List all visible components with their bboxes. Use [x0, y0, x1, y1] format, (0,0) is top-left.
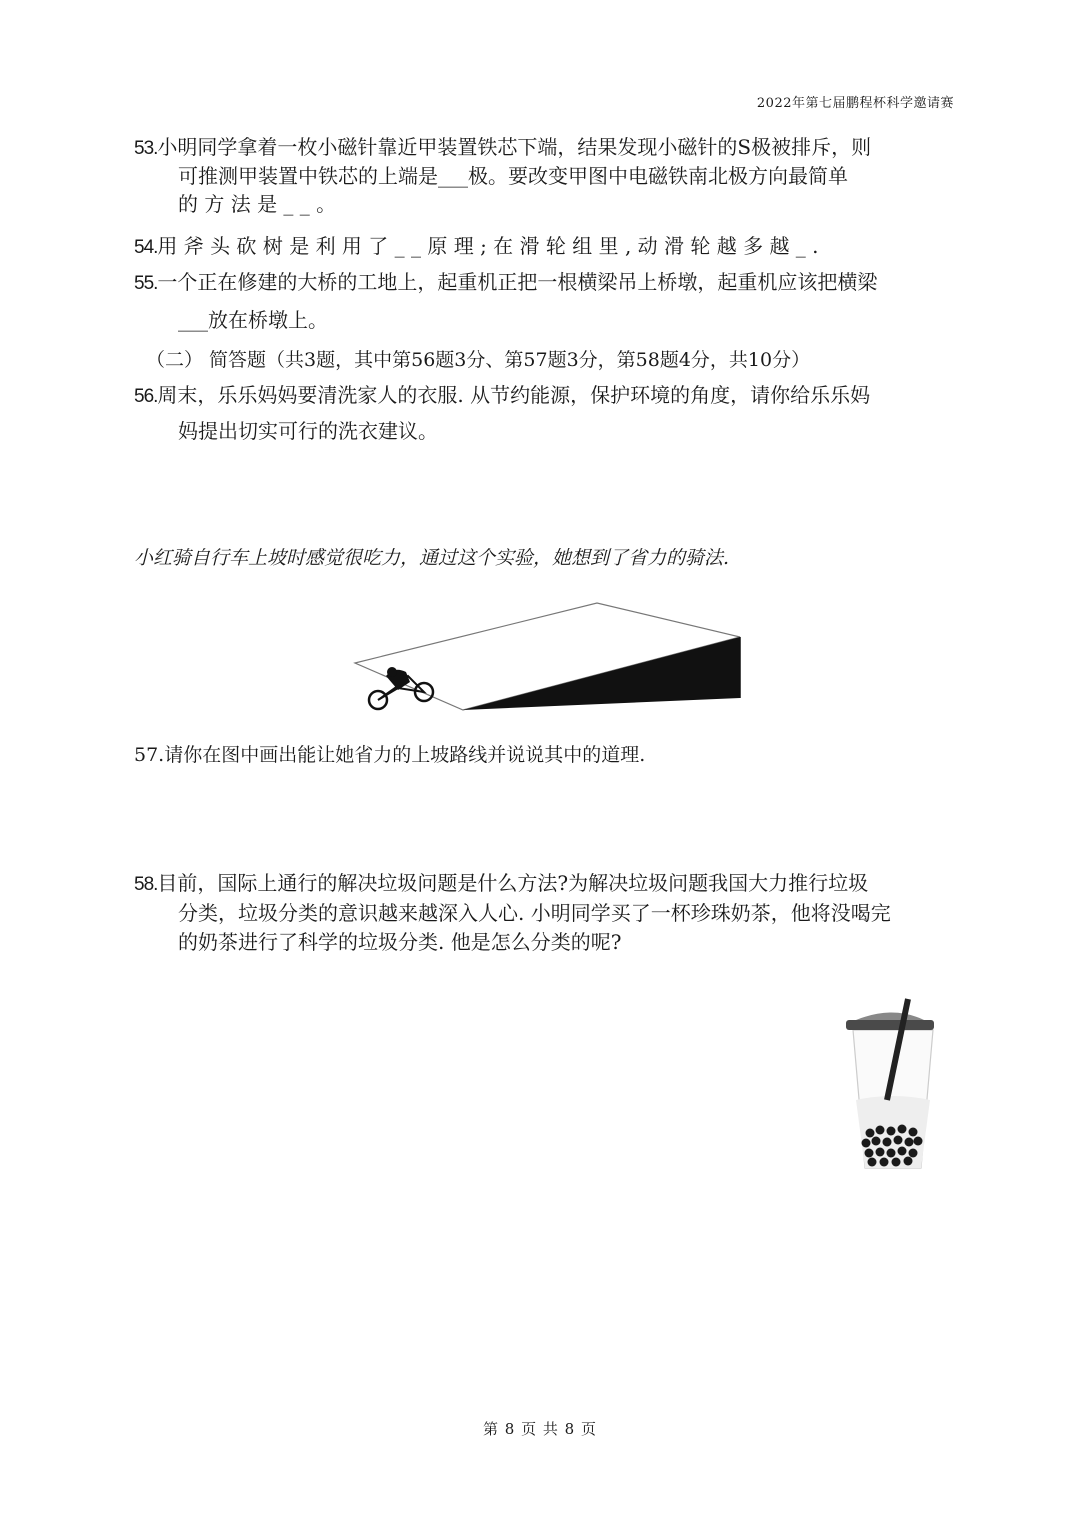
- question-number: 58.: [134, 874, 158, 895]
- question-text: 用 斧 头 砍 树 是 利 用 了 _ _ 原 理 ; 在 滑 轮 组 里 , 动 滑 轮 越 多 越 _ .: [157, 234, 819, 258]
- page-header: 2022年第七届鹏程杯科学邀请赛: [756, 96, 954, 111]
- page-footer: 第 8 页 共 8 页: [483, 1420, 597, 1438]
- section-heading: （二） 简答题（共3题，其中第56题3分、第57题3分，第58题4分，共10分）: [146, 349, 811, 371]
- question-58-line-2: 分类，垃圾分类的意识越来越深入人心. 小明同学买了一杯珍珠奶茶，他将没喝完: [178, 901, 891, 925]
- question-number: 56.: [134, 386, 158, 407]
- question-55-line-2: ___放在桥墩上。: [178, 308, 328, 332]
- question-text: 一个正在修建的大桥的工地上，起重机正把一根横梁吊上桥墩，起重机应该把横梁: [157, 270, 878, 294]
- question-text: 小明同学拿着一枚小磁针靠近甲装置铁芯下端，结果发现小磁针的S极被排斥，则: [157, 135, 872, 159]
- question-text: 周末，乐乐妈妈要清洗家人的衣服. 从节约能源，保护环境的角度，请你给乐乐妈: [157, 383, 871, 407]
- question-53-line-2: 可推测甲装置中铁芯的上端是___极。要改变甲图中电磁铁南北极方向最简单: [178, 164, 848, 188]
- bike-intro-text: 小红骑自行车上坡时感觉很吃力，通过这个实验，她想到了省力的骑法.: [134, 547, 730, 569]
- question-56-line-2: 妈提出切实可行的洗衣建议。: [178, 419, 438, 443]
- question-number: 55.: [134, 273, 158, 294]
- question-53-line-3: 的 方 法 是 _ _ 。: [178, 192, 337, 216]
- question-57: 57.请你在图中画出能让她省力的上坡路线并说说其中的道理.: [134, 744, 646, 766]
- question-text: 目前，国际上通行的解决垃圾问题是什么方法?为解决垃圾问题我国大力推行垃圾: [157, 871, 869, 895]
- question-number: 53.: [134, 138, 158, 159]
- question-number: 54.: [134, 237, 158, 258]
- question-58-line-3: 的奶茶进行了科学的垃圾分类. 他是怎么分类的呢?: [178, 930, 622, 954]
- bubble-tea-cup-icon: [846, 999, 934, 1168]
